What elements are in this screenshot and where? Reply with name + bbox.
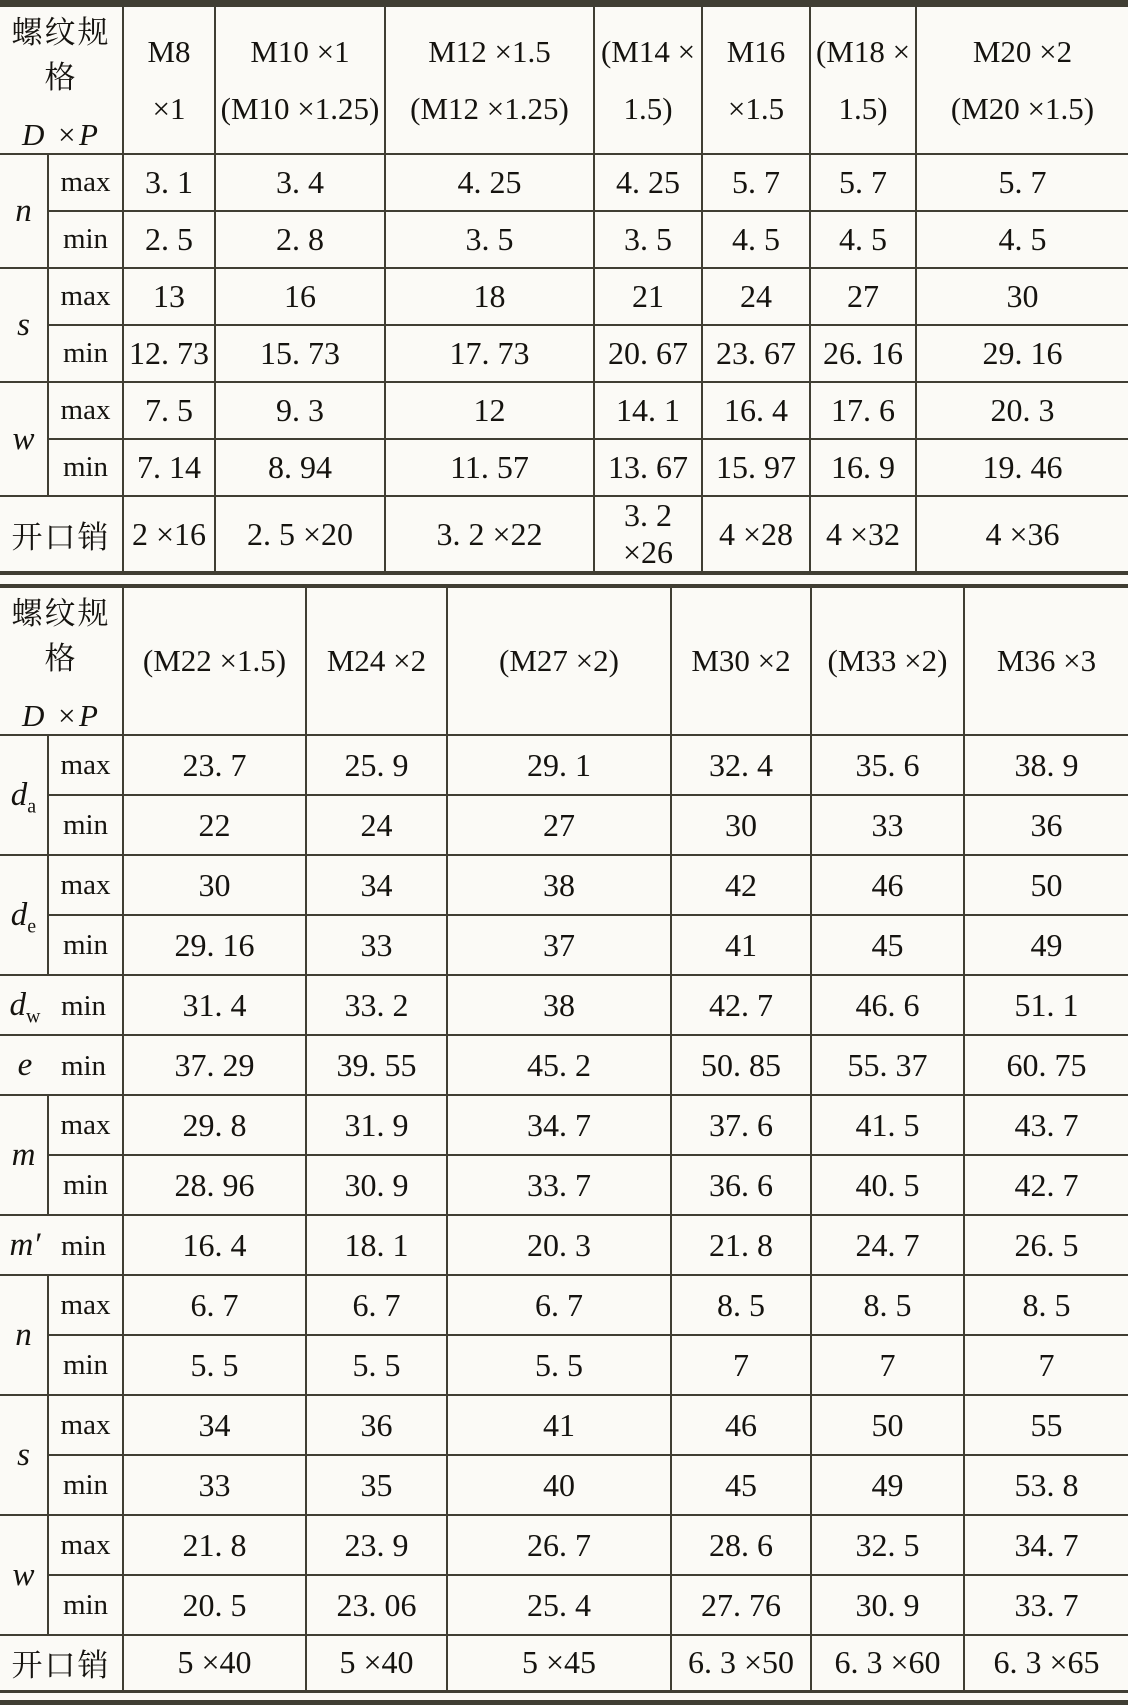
corner-title-cn: 螺纹规格 xyxy=(11,15,111,95)
cotter-pin-value: 6. 3 ×50 xyxy=(671,1635,811,1691)
value-cell: 29. 8 xyxy=(123,1095,306,1155)
value-cell: 39. 55 xyxy=(306,1035,447,1095)
value-cell: 17. 6 xyxy=(810,382,916,439)
dimension-symbol: w xyxy=(0,1515,48,1635)
value-cell: 14. 1 xyxy=(594,382,702,439)
limit-label: max xyxy=(48,1515,123,1575)
value-cell: 16. 4 xyxy=(123,1215,306,1275)
table-row xyxy=(0,1275,1128,1335)
value-cell: 50 xyxy=(964,855,1128,915)
value-cell: 24 xyxy=(306,795,447,855)
value-cell: 34. 7 xyxy=(447,1095,671,1155)
value-cell: 26. 5 xyxy=(964,1215,1128,1275)
dimension-symbol: m′ xyxy=(9,1226,41,1263)
cotter-pin-value: 4 ×36 xyxy=(916,496,1128,573)
value-cell: 27. 76 xyxy=(671,1575,811,1635)
corner-title-symbol: D ×P xyxy=(22,117,100,152)
value-cell: 28. 96 xyxy=(123,1155,306,1215)
value-cell: 5. 5 xyxy=(447,1335,671,1395)
limit-label: min xyxy=(60,989,107,1022)
value-cell: 6. 7 xyxy=(123,1275,306,1335)
limit-label: max xyxy=(48,268,123,325)
value-cell: 7 xyxy=(964,1335,1128,1395)
value-cell: 7 xyxy=(671,1335,811,1395)
value-cell: 36 xyxy=(306,1395,447,1455)
cotter-pin-value: 2. 5 ×20 xyxy=(215,496,385,573)
value-cell: 3. 1 xyxy=(123,154,215,211)
value-cell: 30. 9 xyxy=(811,1575,964,1635)
spec-header-line: M24 ×2 xyxy=(326,643,427,679)
table-row xyxy=(0,915,1128,975)
value-cell: 29. 16 xyxy=(123,915,306,975)
value-cell: 30 xyxy=(671,795,811,855)
value-cell: 30. 9 xyxy=(306,1155,447,1215)
table-row xyxy=(0,1155,1128,1215)
limit-label: min xyxy=(48,1155,123,1215)
cotter-pin-value: 3. 2 ×26 xyxy=(594,496,702,573)
value-cell: 20. 3 xyxy=(916,382,1128,439)
dimension-symbol: s xyxy=(0,268,48,382)
value-cell: 3. 4 xyxy=(215,154,385,211)
spec-header-line: M30 ×2 xyxy=(691,643,791,679)
value-cell: 40. 5 xyxy=(811,1155,964,1215)
table-row xyxy=(0,1515,1128,1575)
value-cell: 33 xyxy=(123,1455,306,1515)
spec-header-line: (M14 × xyxy=(600,33,696,69)
table-row xyxy=(0,1335,1128,1395)
spec-header-line: ×1.5 xyxy=(727,91,785,126)
value-cell: 31. 9 xyxy=(306,1095,447,1155)
table-row xyxy=(0,1395,1128,1455)
value-cell: 36 xyxy=(964,795,1128,855)
spec-column-header xyxy=(810,4,916,155)
dimension-symbol: $d_a$ xyxy=(0,735,48,855)
value-cell: 8. 94 xyxy=(215,439,385,496)
value-cell: 26. 16 xyxy=(810,325,916,382)
spec-header-line: (M10 ×1.25) xyxy=(220,91,380,126)
value-cell: 21 xyxy=(594,268,702,325)
table-row xyxy=(0,325,1128,382)
limit-label: max xyxy=(48,154,123,211)
value-cell: 50. 85 xyxy=(671,1035,811,1095)
value-cell: 23. 7 xyxy=(123,735,306,795)
value-cell: 24 xyxy=(702,268,810,325)
value-cell: 31. 4 xyxy=(123,975,306,1035)
value-cell: 19. 46 xyxy=(916,439,1128,496)
value-cell: 35 xyxy=(306,1455,447,1515)
value-cell: 38. 9 xyxy=(964,735,1128,795)
dimension-symbol: $d_w$ xyxy=(9,986,41,1028)
value-cell: 30 xyxy=(916,268,1128,325)
value-cell: 2. 8 xyxy=(215,211,385,268)
value-cell: 4. 25 xyxy=(594,154,702,211)
value-cell: 55. 37 xyxy=(811,1035,964,1095)
value-cell: 34 xyxy=(306,855,447,915)
table-row xyxy=(0,735,1128,795)
value-cell: 21. 8 xyxy=(671,1215,811,1275)
limit-label: max xyxy=(48,1275,123,1335)
table-row xyxy=(0,1215,1128,1275)
table-row xyxy=(0,795,1128,855)
value-cell: 41 xyxy=(671,915,811,975)
value-cell: 27 xyxy=(447,795,671,855)
limit-label: min xyxy=(48,211,123,268)
value-cell: 53. 8 xyxy=(964,1455,1128,1515)
value-cell: 22 xyxy=(123,795,306,855)
cotter-pin-value: 6. 3 ×60 xyxy=(811,1635,964,1691)
table-row xyxy=(0,1455,1128,1515)
value-cell: 32. 4 xyxy=(671,735,811,795)
spec-column-header xyxy=(811,586,964,735)
value-cell: 29. 1 xyxy=(447,735,671,795)
spec-column-header xyxy=(964,586,1128,735)
value-cell: 25. 4 xyxy=(447,1575,671,1635)
value-cell: 2. 5 xyxy=(123,211,215,268)
value-cell: 5. 7 xyxy=(810,154,916,211)
dimension-symbol: n xyxy=(0,1275,48,1395)
value-cell: 33 xyxy=(306,915,447,975)
value-cell: 7. 5 xyxy=(123,382,215,439)
header-row xyxy=(0,4,1128,155)
value-cell: 8. 5 xyxy=(964,1275,1128,1335)
bottom-double-rule xyxy=(0,1700,1128,1705)
value-cell: 8. 5 xyxy=(811,1275,964,1335)
value-cell: 15. 73 xyxy=(215,325,385,382)
cotter-pin-label: 开口销 xyxy=(0,496,123,573)
limit-label: min xyxy=(60,1049,107,1082)
value-cell: 9. 3 xyxy=(215,382,385,439)
value-cell: 45 xyxy=(671,1455,811,1515)
value-cell: 7 xyxy=(811,1335,964,1395)
dimension-symbol: e xyxy=(17,1046,33,1083)
lower-thread-spec-table xyxy=(0,584,1128,1693)
cotter-pin-value: 4 ×28 xyxy=(702,496,810,573)
table-row xyxy=(0,211,1128,268)
dimension-symbol: s xyxy=(0,1395,48,1515)
value-cell: 46 xyxy=(811,855,964,915)
limit-label: min xyxy=(48,915,123,975)
value-cell: 34. 7 xyxy=(964,1515,1128,1575)
value-cell: 46. 6 xyxy=(811,975,964,1035)
value-cell: 20. 5 xyxy=(123,1575,306,1635)
table-row xyxy=(0,855,1128,915)
value-cell: 16. 4 xyxy=(702,382,810,439)
spec-column-header xyxy=(306,586,447,735)
limit-label: min xyxy=(60,1229,107,1262)
limit-label: min xyxy=(48,439,123,496)
value-cell: 38 xyxy=(447,975,671,1035)
table-row xyxy=(0,268,1128,325)
cotter-pin-value: 6. 3 ×65 xyxy=(964,1635,1128,1691)
spec-column-header xyxy=(594,4,702,155)
value-cell: 5. 7 xyxy=(702,154,810,211)
value-cell: 18. 1 xyxy=(306,1215,447,1275)
spec-header-line: (M33 ×2) xyxy=(827,643,948,679)
value-cell: 33. 7 xyxy=(964,1575,1128,1635)
table-row xyxy=(0,382,1128,439)
spec-column-header xyxy=(916,4,1128,155)
cotter-pin-row xyxy=(0,496,1128,573)
value-cell: 34 xyxy=(123,1395,306,1455)
upper-table-body xyxy=(0,4,1128,574)
dimension-and-limit-label xyxy=(0,1035,123,1095)
value-cell: 21. 8 xyxy=(123,1515,306,1575)
spec-header-line: M10 ×1 xyxy=(250,33,350,69)
value-cell: 32. 5 xyxy=(811,1515,964,1575)
spec-header-line: M12 ×1.5 xyxy=(428,33,551,69)
spec-column-header xyxy=(671,586,811,735)
dimension-symbol: $d_e$ xyxy=(0,855,48,975)
corner-title-cn: 螺纹规格 xyxy=(11,596,111,676)
spec-header-line: M36 ×3 xyxy=(996,643,1097,679)
cotter-pin-value: 4 ×32 xyxy=(810,496,916,573)
value-cell: 43. 7 xyxy=(964,1095,1128,1155)
value-cell: 49 xyxy=(964,915,1128,975)
dimension-and-limit-label xyxy=(0,975,123,1035)
value-cell: 13. 67 xyxy=(594,439,702,496)
dimension-symbol: m xyxy=(0,1095,48,1215)
value-cell: 4. 5 xyxy=(916,211,1128,268)
thread-spec-corner-header xyxy=(0,586,123,735)
limit-label: min xyxy=(48,1335,123,1395)
spec-header-line: M16 xyxy=(726,33,786,69)
dimension-symbol: w xyxy=(0,382,48,496)
value-cell: 33. 2 xyxy=(306,975,447,1035)
value-cell: 42. 7 xyxy=(671,975,811,1035)
spec-column-header xyxy=(447,586,671,735)
value-cell: 37. 29 xyxy=(123,1035,306,1095)
value-cell: 35. 6 xyxy=(811,735,964,795)
value-cell: 16 xyxy=(215,268,385,325)
value-cell: 4. 5 xyxy=(810,211,916,268)
value-cell: 17. 73 xyxy=(385,325,594,382)
limit-label: max xyxy=(48,735,123,795)
value-cell: 11. 57 xyxy=(385,439,594,496)
value-cell: 20. 67 xyxy=(594,325,702,382)
value-cell: 42. 7 xyxy=(964,1155,1128,1215)
value-cell: 6. 7 xyxy=(306,1275,447,1335)
value-cell: 3. 5 xyxy=(594,211,702,268)
spec-header-line: M20 ×2 xyxy=(972,33,1073,69)
value-cell: 5. 5 xyxy=(123,1335,306,1395)
table-row xyxy=(0,439,1128,496)
upper-thread-spec-table xyxy=(0,0,1128,575)
value-cell: 15. 97 xyxy=(702,439,810,496)
value-cell: 30 xyxy=(123,855,306,915)
value-cell: 42 xyxy=(671,855,811,915)
spec-header-line: 1.5) xyxy=(838,91,888,126)
spec-column-header xyxy=(123,586,306,735)
spec-header-line: (M20 ×1.5) xyxy=(950,91,1095,126)
spec-column-header xyxy=(215,4,385,155)
dimension-symbol: n xyxy=(0,154,48,268)
spec-header-line: M8 xyxy=(147,33,191,69)
cotter-pin-row xyxy=(0,1635,1128,1691)
value-cell: 55 xyxy=(964,1395,1128,1455)
value-cell: 16. 9 xyxy=(810,439,916,496)
limit-label: min xyxy=(48,325,123,382)
table-row xyxy=(0,975,1128,1035)
value-cell: 49 xyxy=(811,1455,964,1515)
dimension-and-limit-label xyxy=(0,1215,123,1275)
cotter-pin-value: 5 ×40 xyxy=(306,1635,447,1691)
header-row xyxy=(0,586,1128,735)
spec-column-header xyxy=(123,4,215,155)
value-cell: 41. 5 xyxy=(811,1095,964,1155)
value-cell: 23. 06 xyxy=(306,1575,447,1635)
value-cell: 26. 7 xyxy=(447,1515,671,1575)
table-row xyxy=(0,1095,1128,1155)
value-cell: 6. 7 xyxy=(447,1275,671,1335)
spec-header-line: (M22 ×1.5) xyxy=(142,643,287,679)
cotter-pin-value: 5 ×45 xyxy=(447,1635,671,1691)
value-cell: 46 xyxy=(671,1395,811,1455)
value-cell: 12. 73 xyxy=(123,325,215,382)
cotter-pin-value: 2 ×16 xyxy=(123,496,215,573)
limit-label: max xyxy=(48,1095,123,1155)
limit-label: max xyxy=(48,1395,123,1455)
cotter-pin-value: 5 ×40 xyxy=(123,1635,306,1691)
spec-header-line: (M18 × xyxy=(815,33,911,69)
value-cell: 28. 6 xyxy=(671,1515,811,1575)
value-cell: 5. 7 xyxy=(916,154,1128,211)
spec-header-line: (M27 ×2) xyxy=(499,643,619,679)
limit-label: max xyxy=(48,382,123,439)
value-cell: 60. 75 xyxy=(964,1035,1128,1095)
limit-label: min xyxy=(48,795,123,855)
spec-column-header xyxy=(702,4,810,155)
spec-column-header xyxy=(385,4,594,155)
value-cell: 13 xyxy=(123,268,215,325)
value-cell: 8. 5 xyxy=(671,1275,811,1335)
value-cell: 25. 9 xyxy=(306,735,447,795)
limit-label: max xyxy=(48,855,123,915)
value-cell: 20. 3 xyxy=(447,1215,671,1275)
value-cell: 36. 6 xyxy=(671,1155,811,1215)
value-cell: 50 xyxy=(811,1395,964,1455)
table-row xyxy=(0,154,1128,211)
lower-table-body xyxy=(0,586,1128,1691)
value-cell: 7. 14 xyxy=(123,439,215,496)
value-cell: 24. 7 xyxy=(811,1215,964,1275)
value-cell: 38 xyxy=(447,855,671,915)
spec-header-line: (M12 ×1.25) xyxy=(410,91,569,126)
value-cell: 23. 9 xyxy=(306,1515,447,1575)
value-cell: 33. 7 xyxy=(447,1155,671,1215)
value-cell: 4. 5 xyxy=(702,211,810,268)
value-cell: 4. 25 xyxy=(385,154,594,211)
value-cell: 12 xyxy=(385,382,594,439)
value-cell: 33 xyxy=(811,795,964,855)
value-cell: 37 xyxy=(447,915,671,975)
value-cell: 41 xyxy=(447,1395,671,1455)
value-cell: 45. 2 xyxy=(447,1035,671,1095)
value-cell: 37. 6 xyxy=(671,1095,811,1155)
value-cell: 23. 67 xyxy=(702,325,810,382)
limit-label: min xyxy=(48,1575,123,1635)
value-cell: 29. 16 xyxy=(916,325,1128,382)
value-cell: 45 xyxy=(811,915,964,975)
value-cell: 40 xyxy=(447,1455,671,1515)
spec-header-line: ×1 xyxy=(152,91,186,126)
spec-header-line: 1.5) xyxy=(623,91,673,126)
table-row xyxy=(0,1575,1128,1635)
table-row xyxy=(0,1035,1128,1095)
value-cell: 51. 1 xyxy=(964,975,1128,1035)
value-cell: 3. 5 xyxy=(385,211,594,268)
limit-label: min xyxy=(48,1455,123,1515)
cotter-pin-label: 开口销 xyxy=(0,1635,123,1691)
value-cell: 18 xyxy=(385,268,594,325)
value-cell: 5. 5 xyxy=(306,1335,447,1395)
thread-spec-corner-header xyxy=(0,4,123,155)
value-cell: 27 xyxy=(810,268,916,325)
corner-title-symbol: D ×P xyxy=(22,698,100,733)
cotter-pin-value: 3. 2 ×22 xyxy=(385,496,594,573)
